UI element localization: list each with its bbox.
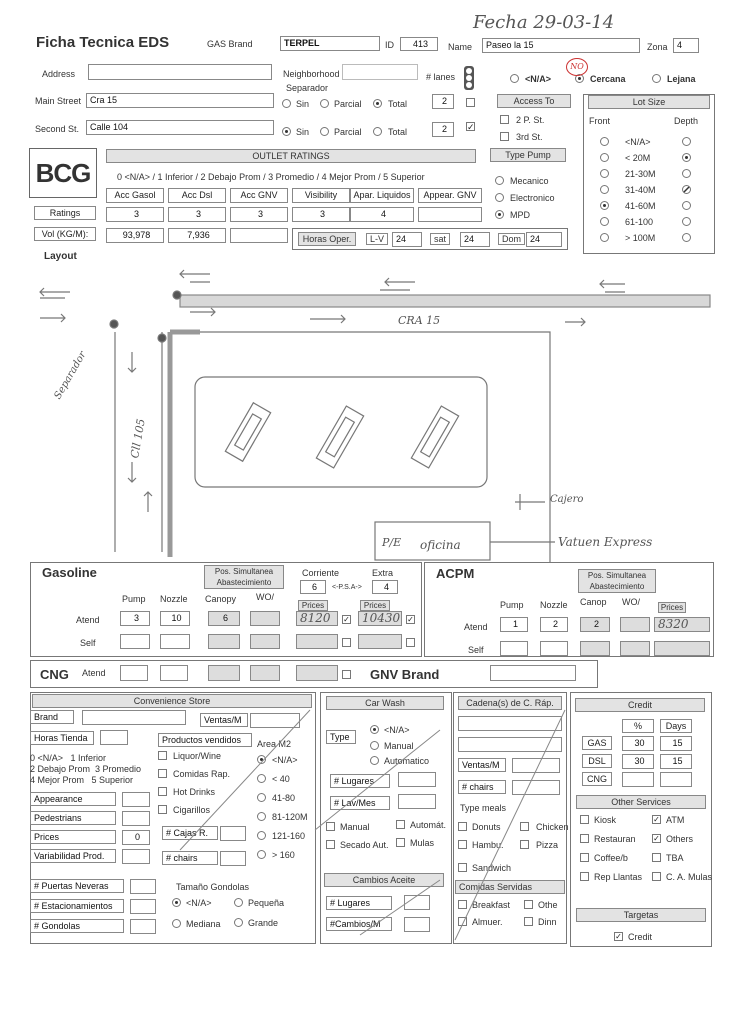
cng-atend-pump[interactable] [120,665,148,681]
carwash-auto-label: Automatico [384,756,430,766]
tam-mediana-label: Mediana [186,919,221,929]
second-sep-parcial-label: Parcial [334,127,362,137]
gas-self-wo[interactable] [250,634,280,649]
acpm-atend-nozzle[interactable]: 2 [540,617,568,632]
other-label-6: Rep Llantas [594,872,643,882]
proximity-lejana-label: Lejana [667,74,696,84]
rating-1[interactable]: 3 [168,207,226,222]
rating-5[interactable] [418,207,482,222]
acpm-price-field[interactable]: 8320 [654,617,710,632]
area-label-1: < 40 [272,774,290,784]
vol-label: Vol (KG/M): [34,227,96,241]
cambios-lugares-label: # Lugares [326,896,392,910]
credit-row-days-1[interactable]: 15 [660,754,692,769]
gas-self-price2[interactable] [358,634,402,649]
lot-depth-radio-2[interactable] [682,169,691,178]
gas-canopy-label: Canopy [205,594,237,604]
layout-pe-label: P/E [382,536,402,549]
second-lanes-checkbox[interactable]: ✓ [467,122,475,132]
gas-atend-canopy[interactable]: 6 [208,611,240,626]
tamano-label: Tamaño Gondolas [176,882,250,892]
corriente-field[interactable]: 6 [300,580,326,594]
lv-label: L-V [366,233,388,245]
second-sep-sin-label: Sin [296,127,310,137]
outlet-col-3: Visibility [292,188,350,203]
credit-pct-header: % [622,719,654,733]
outlet-col-2: Acc GNV [230,188,288,203]
outlet-col-0: Acc Gasol [106,188,164,203]
credit-row-label-1: DSL [582,754,612,768]
meal-chicken-label: Chicken [536,822,569,832]
layout-cajero-label: Cajero [550,494,584,505]
cambios-m-label: #Cambios/M [326,917,392,931]
second-street-field[interactable]: Calle 104 [86,120,274,135]
gasoline-title: Gasoline [42,565,97,580]
gas-atend-wo[interactable] [250,611,280,626]
outlet-ratings-header: OUTLET RATINGS [106,149,476,163]
rating-2[interactable]: 3 [230,207,288,222]
layout-oficina-label: oficina [420,538,461,552]
productos-label: Productos vendidos [158,733,252,747]
address-field[interactable] [88,64,272,80]
acpm-wo-label: WO/ [622,597,640,607]
gas-price2-checkbox[interactable]: ✓ [407,615,414,624]
gas-self-label: Self [80,638,96,648]
second-sep-sin-radio[interactable] [282,127,291,136]
area-label-2: 41-80 [272,793,296,803]
access-3rd-checkbox[interactable] [500,132,509,141]
main-street-field[interactable]: Cra 15 [86,93,274,108]
access-to-header: Access To [497,94,571,108]
lot-depth-radio-4[interactable] [682,201,691,210]
gas-prices2-label: Prices [360,600,390,611]
tam-grande-label: Grande [248,918,279,928]
layout-vatuen-label: Vatuen Express [558,535,653,549]
store-row-field-2[interactable]: 0 [122,830,150,845]
layout-separador-label: Separador [52,349,89,402]
carwash-lugares-label: # Lugares [330,774,390,788]
product-label-2: Hot Drinks [173,787,216,797]
lot-option-label-4: 41-60M [625,201,656,211]
area-label: Area M2 [257,739,292,749]
other-label-4: Coffee/b [594,853,628,863]
other-label-2: Restauran [594,834,636,844]
cng-atend-canopy[interactable] [208,665,240,681]
gondolas-label: # Gondolas [30,919,124,933]
meal-hambu-label: Hambu. [472,840,504,850]
acpm-pos-sim: Pos. Simultanea Abastecimiento [578,569,656,593]
extra-field[interactable]: 4 [372,580,398,594]
lot-depth-radio-3[interactable] [682,185,691,194]
serv-othe-label: Othe [538,900,558,910]
lot-depth-radio-1[interactable] [682,153,691,162]
gas-atend-nozzle[interactable]: 10 [160,611,190,626]
area-label-4: 121-160 [272,831,306,841]
main-lanes-checkbox[interactable] [466,98,475,107]
meal-pizza-label: Pizza [536,840,559,850]
zona-label: Zona [647,42,668,52]
fecha-handwritten: Fecha 29-03-14 [473,12,615,33]
lot-front-radio-6[interactable] [600,233,609,242]
credit-row-label-0: GAS [582,736,612,750]
product-label-0: Liquor/Wine [173,751,222,761]
acpm-self-pump[interactable] [500,641,528,656]
product-label-3: Cigarillos [173,805,211,815]
comidas-header: Comidas Servidas [455,880,565,894]
cng-title: CNG [40,667,69,682]
store-ventas-label: Ventas/M [200,713,248,727]
traffic-light-icon [462,66,476,92]
other-checkbox-3[interactable]: ✓ [653,834,660,843]
gnv-brand-field[interactable] [490,665,576,681]
area-label-5: > 160 [272,850,295,860]
tam-pequena-label: Pequeña [248,898,285,908]
acpm-self-price[interactable] [654,641,710,656]
second-sep-parcial-radio[interactable] [320,127,329,136]
separador-label: Separador [286,83,329,93]
credit-row-pct-1[interactable]: 30 [622,754,654,769]
main-sep-sin-label: Sin [296,99,310,109]
rating-4[interactable]: 4 [350,207,414,222]
acpm-title: ACPM [436,566,475,581]
store-row-label-1: Pedestrians [30,811,116,825]
cadena-ventas-label: Ventas/M [458,758,506,772]
type-pump-header: Type Pump [490,148,566,162]
layout-cra-label: CRA 15 [398,314,441,327]
product-label-1: Comidas Rap. [173,769,231,779]
main-sep-total-radio[interactable] [373,99,382,108]
cng-atend-label: Atend [82,668,106,678]
other-label-1: ATM [666,815,685,825]
gas-self-price1-checkbox[interactable] [342,638,351,647]
acpm-nozzle-label: Nozzle [540,600,568,610]
proximity-cercana-label: Cercana [590,74,626,84]
proximity-na-radio[interactable] [510,74,519,83]
carwash-manual-cb-label: Manual [340,822,370,832]
cadena-header: Cadena(s) de C. Ráp. [458,696,562,710]
gnv-brand-label: GNV Brand [370,667,440,682]
acpm-atend-pump[interactable]: 1 [500,617,528,632]
pump-mecanico-label: Mecanico [510,176,549,186]
gas-nozzle-label: Nozzle [160,594,188,604]
cambios-header: Cambios Aceite [324,873,444,887]
second-lanes-field[interactable]: 2 [432,122,454,137]
handwritten-strikes [0,690,745,950]
page-title: Ficha Tecnica EDS [36,34,170,51]
store-brand-label: Brand [30,710,74,724]
lot-depth-radio-6[interactable] [682,233,691,242]
layout-sketch [30,262,720,562]
serv-breakfast-label: Breakfast [472,900,511,910]
access-2pst-label: 2 P. St. [516,115,545,125]
vol-gasol[interactable]: 93,978 [106,228,164,243]
outlet-col-1: Acc Dsl [168,188,226,203]
id-label: ID [385,40,394,50]
gas-pump-label: Pump [122,594,146,604]
cng-price-checkbox[interactable] [342,670,351,679]
lot-front-radio-4[interactable] [600,201,609,210]
gasoline-pos-sim: Pos. Simultanea Abastecimiento [204,565,284,589]
lot-option-label-0: <N/A> [625,137,651,147]
cercana-handwritten-mark: NO [566,58,588,76]
store-horas-label: Horas Tienda [30,731,94,745]
area-label-3: 81-120M [272,812,308,822]
lot-option-label-2: 21-30M [625,169,656,179]
gas-price2-field[interactable]: 10430 [358,611,402,626]
gas-brand-field[interactable]: TERPEL [280,36,380,51]
lanes-label: # lanes [426,72,456,82]
carwash-type-label: Type [326,730,356,744]
carwash-lav-label: # Lav/Mes [330,796,390,810]
acpm-canop-label: Canop [580,597,607,607]
cng-price-field[interactable] [296,665,338,681]
other-checkbox-1[interactable]: ✓ [653,815,660,824]
rating-0[interactable]: 3 [106,207,164,222]
proximity-lejana-radio[interactable] [652,74,661,83]
main-lanes-field[interactable]: 2 [432,94,454,109]
psa-label: <-P.S.A-> [332,584,362,591]
neighborhood-label: Neighborhood [283,69,340,79]
meal-sandwich-label: Sandwich [472,863,512,873]
estacionamientos-label: # Estacionamientos [30,899,124,913]
carwash-na-label: <N/A> [384,725,410,735]
lot-depth-label: Depth [674,116,699,126]
gas-wo-label: WO/ [256,592,274,602]
gas-self-canopy[interactable] [208,634,240,649]
acpm-atend-label: Atend [464,622,488,632]
lot-front-label: Front [589,116,611,126]
cng-atend-wo[interactable] [250,665,280,681]
gas-atend-label: Atend [76,615,100,625]
gas-self-price2-checkbox[interactable] [406,638,415,647]
zona-field[interactable]: 4 [673,38,699,53]
credit-row-pct-0[interactable]: 30 [622,736,654,751]
lot-option-label-6: > 100M [625,233,656,243]
credit-header: Credit [575,698,705,712]
lot-option-label-3: 31-40M [625,185,656,195]
layout-label: Layout [44,251,77,262]
extra-label: Extra [372,568,394,578]
store-row-label-2: Prices [30,830,116,844]
access-2pst-checkbox[interactable] [500,115,509,124]
other-label-7: C. A. Mulas [666,872,713,882]
gas-brand-label: GAS Brand [207,39,253,49]
gas-price1-field[interactable]: 8120 [296,611,338,626]
carwash-header: Car Wash [326,696,444,710]
meal-donuts-label: Donuts [472,822,501,832]
outlet-scale: 0 <N/A> / 1 Inferior / 2 Debajo Prom / 3 Promedio / 4 Mejor Prom / 5 Superior [117,172,425,182]
access-3rd-label: 3rd St. [516,132,543,142]
outlet-col-4: Apar. Liquidos [350,188,414,203]
main-sep-total-label: Total [388,99,408,109]
other-label-0: Kiosk [594,815,617,825]
acpm-self-canop[interactable] [580,641,610,656]
horas-oper-label: Horas Oper. [298,232,356,246]
lot-depth-radio-5[interactable] [682,217,691,226]
dom-field[interactable]: 24 [526,232,562,247]
targetas-header: Targetas [576,908,706,922]
name-field[interactable]: Paseo la 15 [482,38,640,53]
type-meals-label: Type meals [460,803,507,813]
layout-calle-label: Cll 105 [128,417,148,460]
credit-row-label-2: CNG [582,772,612,786]
targetas-credit-checkbox[interactable]: ✓ [615,932,622,941]
gas-atend-pump[interactable]: 3 [120,611,150,626]
lot-size-header: Lot Size [588,95,710,109]
cadena-chairs-label: # chairs [458,780,506,794]
rating-3[interactable]: 3 [292,207,350,222]
acpm-atend-wo[interactable] [620,617,650,632]
convenience-header: Convenience Store [32,694,312,708]
lot-option-label-5: 61-100 [625,217,654,227]
gas-prices1-label: Prices [298,600,328,611]
acpm-self-nozzle[interactable] [540,641,568,656]
gas-price1-checkbox[interactable]: ✓ [343,615,350,624]
acpm-prices-label: Prices [658,602,686,613]
store-chairs-label: # chairs [162,851,218,865]
pump-electronico-label: Electronico [510,193,555,203]
other-services-header: Other Services [576,795,706,809]
lot-option-label-1: < 20M [625,153,651,163]
acpm-self-label: Self [468,645,484,655]
neveras-label: # Puertas Neveras [30,879,124,893]
cng-atend-nozzle[interactable] [160,665,188,681]
pump-electronico-radio[interactable] [495,193,504,202]
second-sep-total-label: Total [388,127,408,137]
bcg-logo: BCG [29,148,97,198]
targetas-credit-label: Credit [628,932,653,942]
serv-almuer-label: Almuer. [472,917,503,927]
lot-front-radio-0[interactable] [600,137,609,146]
neighborhood-field[interactable] [342,64,418,80]
corriente-label: Corriente [302,568,340,578]
main-sep-parcial-radio[interactable] [320,99,329,108]
store-scale: 0 <N/A> 1 Inferior 2 Debajo Prom 3 Promedio 4 Mejor Prom 5 Superior [30,753,142,785]
lot-depth-radio-0[interactable] [682,137,691,146]
tam-na-label: <N/A> [186,898,212,908]
lot-front-radio-5[interactable] [600,217,609,226]
acpm-self-wo[interactable] [620,641,650,656]
vol-gnv[interactable] [230,228,288,243]
pump-mpd-label: MPD [510,210,530,220]
acpm-pump-label: Pump [500,600,524,610]
credit-days-header: Days [660,719,692,733]
carwash-automat-cb-label: Automát. [410,820,447,830]
sat-label: sat [430,233,450,245]
outlet-col-5: Appear. GNV [418,188,482,203]
gas-self-nozzle[interactable] [160,634,190,649]
carwash-mulas-label: Mulas [410,838,435,848]
main-sep-parcial-label: Parcial [334,99,362,109]
vol-dsl[interactable]: 7,936 [168,228,226,243]
sat-field[interactable]: 24 [460,232,490,247]
ratings-label: Ratings [34,206,96,220]
pump-mecanico-radio[interactable] [495,176,504,185]
second-sep-total-radio[interactable] [373,127,382,136]
second-street-label: Second St. [35,124,80,134]
cajas-label: # Cajas R. [162,826,218,840]
store-row-label-0: Appearance [30,792,116,806]
lot-front-radio-2[interactable] [600,169,609,178]
store-row-label-3: Variabilidad Prod. [30,849,116,863]
name-label: Name [448,42,473,52]
dom-label: Dom [498,233,525,245]
main-street-label: Main Street [35,96,82,106]
carwash-secado-label: Secado Aut. [340,840,389,850]
pump-mpd-radio[interactable] [495,210,504,219]
lot-front-radio-1[interactable] [600,153,609,162]
area-label-0: <N/A> [272,755,298,765]
carwash-manual-label: Manual [384,741,414,751]
gas-self-pump[interactable] [120,634,150,649]
proximity-na-label: <N/A> [525,74,552,84]
other-label-3: Others [666,834,694,844]
other-label-5: TBA [666,853,684,863]
gas-self-price1[interactable] [296,634,338,649]
lot-front-radio-3[interactable] [600,185,609,194]
acpm-atend-canop[interactable]: 2 [580,617,610,632]
address-label: Address [42,69,76,79]
credit-row-days-0[interactable]: 15 [660,736,692,751]
id-field[interactable]: 413 [400,37,438,51]
lv-field[interactable]: 24 [392,232,422,247]
main-sep-sin-radio[interactable] [282,99,291,108]
serv-dinn-label: Dinn [538,917,557,927]
